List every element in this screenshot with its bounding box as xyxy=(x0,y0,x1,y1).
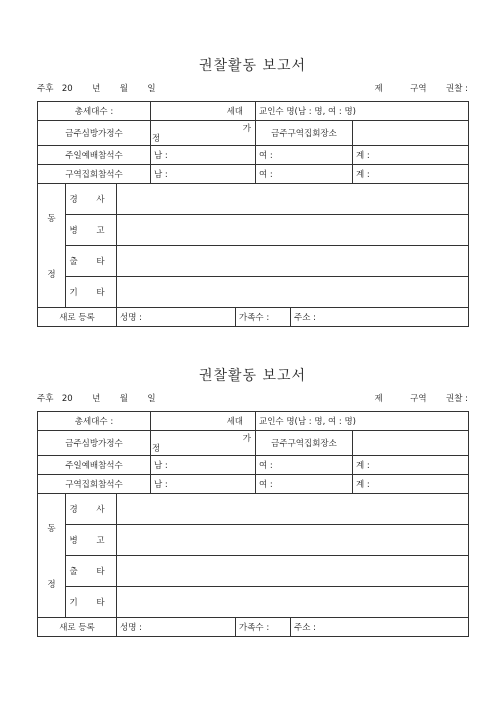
place-label: 금주구역집회장소 xyxy=(256,121,353,146)
year-label: 년 xyxy=(92,84,101,94)
jeong-char: 정 xyxy=(47,579,56,590)
district-label: 구역 xyxy=(410,394,427,404)
district-row xyxy=(38,165,469,184)
activity-row xyxy=(38,587,469,618)
activity-value xyxy=(117,184,469,215)
district-attend-label: 구역집회참석수 xyxy=(38,475,151,494)
new-name: 성명 : xyxy=(117,308,236,327)
new-address: 주소 : xyxy=(291,308,469,327)
place-label: 금주구역집회장소 xyxy=(256,431,353,456)
new-registration-label: 새로 등록 xyxy=(38,618,117,637)
month-label: 월 xyxy=(119,84,128,94)
members-male: 명(남 : xyxy=(286,107,312,117)
new-registration-label: 새로 등록 xyxy=(38,308,117,327)
members-close: 명) xyxy=(344,107,356,117)
activity-label: 기 타 xyxy=(66,587,117,618)
report-title: 권찰활동 보고서 xyxy=(198,368,307,384)
members-label: 교인수 xyxy=(259,107,284,117)
activity-row xyxy=(38,277,469,308)
date-line xyxy=(37,82,156,96)
day-label: 일 xyxy=(147,84,156,94)
sunday-row xyxy=(38,456,469,475)
sunday-label: 주일예배참석수 xyxy=(38,456,151,475)
activity-label: 출 타 xyxy=(66,246,117,277)
visits-count-cell xyxy=(151,431,256,456)
sunday-label: 주일예배참석수 xyxy=(38,146,151,165)
district-line xyxy=(375,392,468,406)
activity-label: 병 고 xyxy=(66,215,117,246)
activity-value xyxy=(117,494,469,525)
district-male: 남 : xyxy=(151,165,256,184)
report-table xyxy=(37,411,469,637)
report-header xyxy=(37,82,468,96)
activity-value xyxy=(117,246,469,277)
district-female: 여 : xyxy=(256,475,353,494)
activity-value xyxy=(117,525,469,556)
new-address: 주소 : xyxy=(291,618,469,637)
activity-row xyxy=(38,246,469,277)
district-row xyxy=(38,475,469,494)
households-unit: 세대 xyxy=(151,412,256,431)
visits-jeong: 정 xyxy=(152,134,161,144)
sunday-total: 계 : xyxy=(353,456,469,475)
households-label: 총세대수 : xyxy=(38,102,151,121)
sunday-male: 남 : xyxy=(151,456,256,475)
report-title: 권찰활동 보고서 xyxy=(198,58,307,74)
sunday-female: 여 : xyxy=(256,146,353,165)
members-close: 명) xyxy=(344,417,356,427)
new-family: 가족수 : xyxy=(236,308,291,327)
district-line xyxy=(375,82,468,96)
district-male: 남 : xyxy=(151,475,256,494)
activity-row xyxy=(38,184,469,215)
members-cell xyxy=(256,102,469,121)
visits-label: 금주심방가정수 xyxy=(38,431,151,456)
year-prefix: 20 xyxy=(61,394,73,404)
activity-row xyxy=(38,556,469,587)
new-name: 성명 : xyxy=(117,618,236,637)
new-family: 가족수 : xyxy=(236,618,291,637)
date-label: 주후 xyxy=(37,394,54,404)
place-value xyxy=(353,121,469,146)
leader-label: 권찰 : xyxy=(446,84,468,94)
activity-label: 기 타 xyxy=(66,277,117,308)
activity-label: 병 고 xyxy=(66,525,117,556)
households-label: 총세대수 : xyxy=(38,412,151,431)
dongjeong-label xyxy=(38,184,66,308)
jeong-char: 정 xyxy=(47,269,56,280)
sunday-row xyxy=(38,146,469,165)
households-row xyxy=(38,102,469,121)
members-cell xyxy=(256,412,469,431)
district-female: 여 : xyxy=(256,165,353,184)
activity-row xyxy=(38,525,469,556)
activity-row xyxy=(38,215,469,246)
district-total: 계 : xyxy=(353,475,469,494)
activity-value xyxy=(117,587,469,618)
new-registration-row xyxy=(38,308,469,327)
dong-char: 동 xyxy=(47,213,56,224)
activity-value xyxy=(117,215,469,246)
year-label: 년 xyxy=(92,394,101,404)
new-registration-row xyxy=(38,618,469,637)
sunday-male: 남 : xyxy=(151,146,256,165)
district-total: 계 : xyxy=(353,165,469,184)
year-prefix: 20 xyxy=(61,84,73,94)
visits-label: 금주심방가정수 xyxy=(38,121,151,146)
visits-row xyxy=(38,121,469,146)
activity-label: 경 사 xyxy=(66,184,117,215)
report-form-2 xyxy=(37,366,468,637)
visits-count-cell xyxy=(151,121,256,146)
report-header xyxy=(37,392,468,406)
visits-jeong: 정 xyxy=(152,444,161,454)
visits-row xyxy=(38,431,469,456)
activity-value xyxy=(117,556,469,587)
district-label: 구역 xyxy=(410,84,427,94)
dongjeong-label xyxy=(38,494,66,618)
sunday-female: 여 : xyxy=(256,456,353,475)
district-attend-label: 구역집회참석수 xyxy=(38,165,151,184)
activity-label: 경 사 xyxy=(66,494,117,525)
households-row xyxy=(38,412,469,431)
place-value xyxy=(353,431,469,456)
date-line xyxy=(37,392,156,406)
sunday-total: 계 : xyxy=(353,146,469,165)
activity-row xyxy=(38,494,469,525)
members-female: 명, 여 : xyxy=(314,107,342,117)
members-label: 교인수 xyxy=(259,417,284,427)
members-male: 명(남 : xyxy=(286,417,312,427)
district-number-label: 제 xyxy=(374,394,383,404)
date-label: 주후 xyxy=(37,84,54,94)
activity-label: 출 타 xyxy=(66,556,117,587)
leader-label: 권찰 : xyxy=(446,394,468,404)
month-label: 월 xyxy=(119,394,128,404)
district-number-label: 제 xyxy=(374,84,383,94)
day-label: 일 xyxy=(147,394,156,404)
visits-ga: 가 xyxy=(242,434,251,444)
households-unit: 세대 xyxy=(151,102,256,121)
activity-value xyxy=(117,277,469,308)
report-table xyxy=(37,101,469,327)
report-form-1 xyxy=(37,56,468,327)
dong-char: 동 xyxy=(47,523,56,534)
visits-ga: 가 xyxy=(242,124,251,134)
members-female: 명, 여 : xyxy=(314,417,342,427)
